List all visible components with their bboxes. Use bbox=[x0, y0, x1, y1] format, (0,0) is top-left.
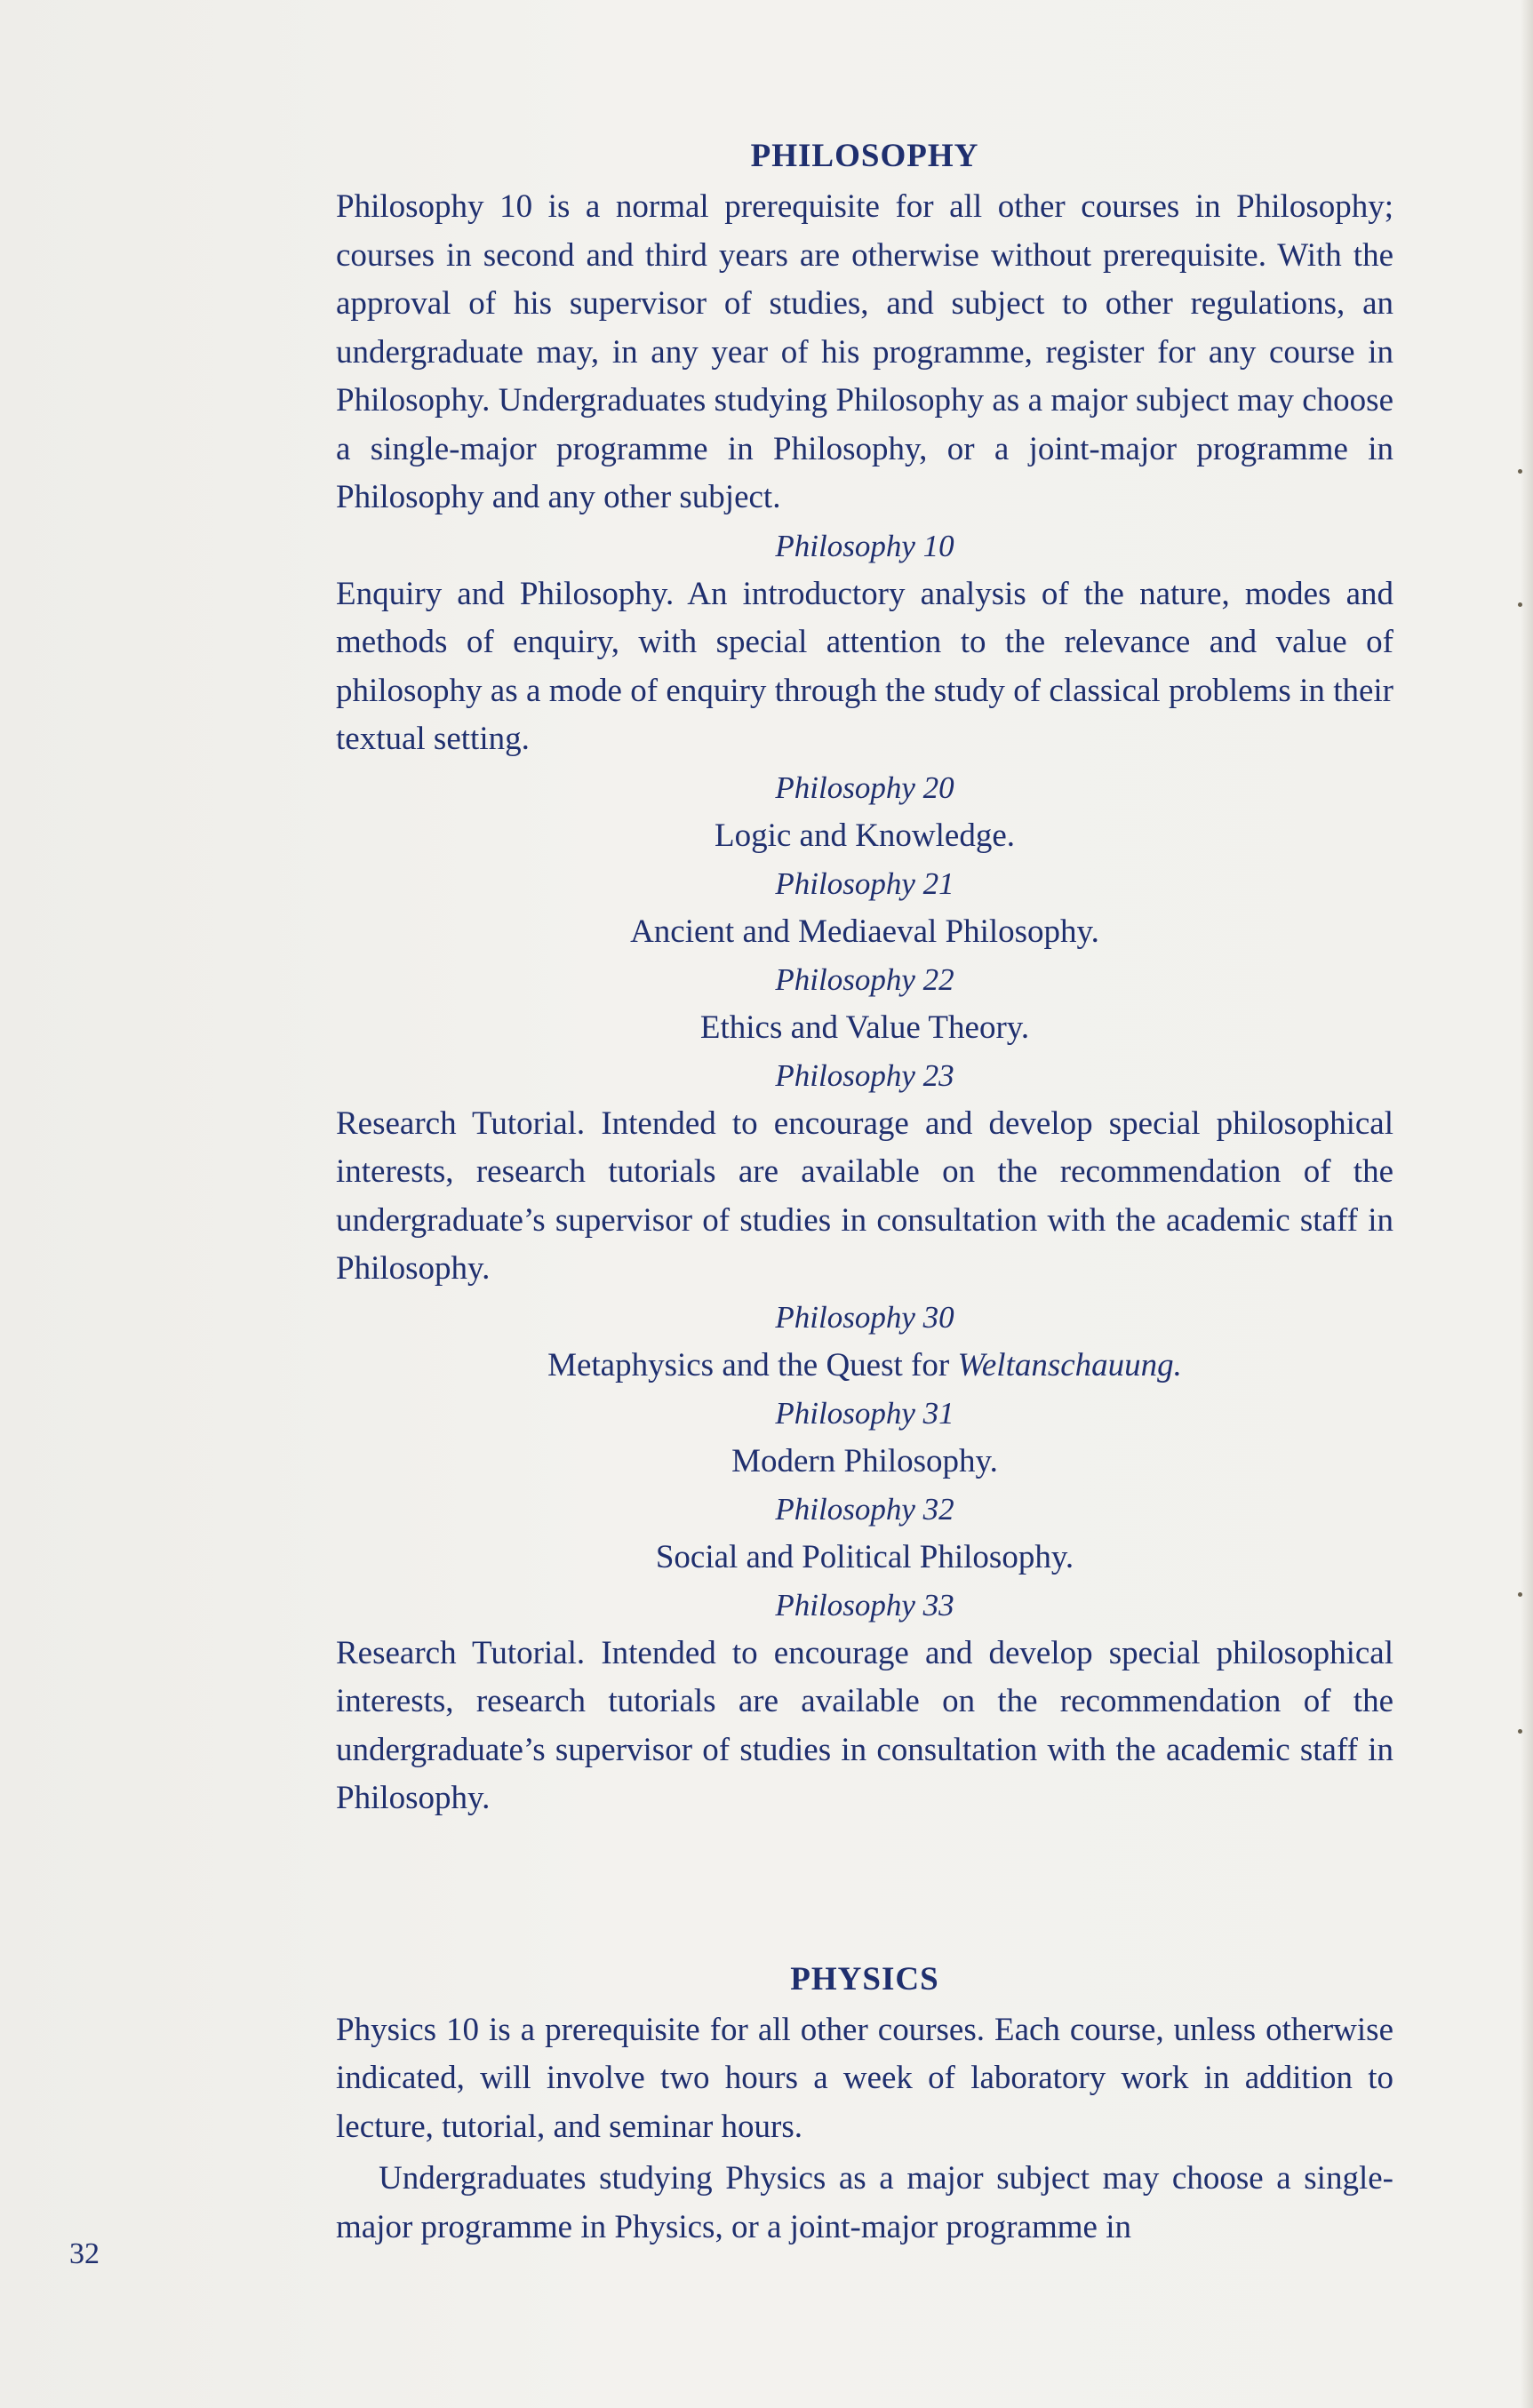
course-description: Research Tutorial. Intended to encourage and develop special philosophical interests, research tutorials are available on the recommendation of the undergraduate’s supervisor of studies in consultation with the academic staff in Philosophy. bbox=[336, 1634, 1393, 1816]
course-code: Philosophy 20 bbox=[775, 769, 954, 805]
course-title: Ancient and Mediaeval Philosophy. bbox=[630, 913, 1099, 950]
physics-intro: Physics 10 is a prerequisite for all other courses. Each course, unless otherwise indicated, will involve two hours a week of laboratory work in addition to lecture, tutorial, and seminar hours. bbox=[336, 2011, 1393, 2145]
physics-paragraph: Undergraduates studying Physics as a major subject may choose a single-major programme in Physics, or a joint-major programme in bbox=[336, 2160, 1393, 2245]
course-title-text: Metaphysics and the Quest for bbox=[547, 1346, 958, 1383]
course-code: Philosophy 32 bbox=[775, 1491, 954, 1527]
philosophy-intro: Philosophy 10 is a normal prerequisite for all other courses in Philosophy; courses in second and third years are otherwise without prerequisite. With the approval of his supervisor of studies, and subject to other regulations, an undergraduate may, in any year of his programme, register for any course in Philosophy. Undergraduates studying Philosophy as a major subject may choose a single-major programme in Philosophy, or a joint-major programme in Philosophy and any other subject. bbox=[336, 188, 1393, 515]
course-code: Philosophy 31 bbox=[775, 1395, 954, 1431]
course-title-italic: Weltanschauung. bbox=[957, 1346, 1182, 1383]
course-code: Philosophy 23 bbox=[775, 1057, 954, 1093]
course-title: Ethics and Value Theory. bbox=[699, 1009, 1030, 1046]
margin-dot bbox=[1518, 469, 1522, 474]
margin-dot bbox=[1518, 1592, 1522, 1597]
margin-dot bbox=[1518, 1729, 1522, 1734]
philosophy-heading: PHILOSOPHY bbox=[750, 138, 979, 174]
course-title bbox=[336, 1342, 1393, 1390]
physics-heading: PHYSICS bbox=[790, 1960, 939, 1997]
course-code: Philosophy 30 bbox=[775, 1299, 954, 1335]
course-description: Research Tutorial. Intended to encourage and develop special philosophical interests, research tutorials are available on the recommendation of the undergraduate’s supervisor of studies in consultation with the academic staff in Philosophy. bbox=[336, 1104, 1393, 1287]
page-number: 32 bbox=[69, 2237, 100, 2270]
course-title: Modern Philosophy. bbox=[731, 1442, 998, 1479]
margin-dot bbox=[1518, 602, 1522, 607]
course-code: Philosophy 33 bbox=[775, 1587, 954, 1623]
course-code: Philosophy 10 bbox=[775, 528, 954, 563]
course-description: Enquiry and Philosophy. An introductory analysis of the nature, modes and methods of enquiry, with special attention to the relevance and value of philosophy as a mode of enquiry through the study of classical problems in their textual setting. bbox=[336, 575, 1393, 757]
page-edge-shadow bbox=[1521, 0, 1533, 2408]
section-spacer bbox=[336, 1823, 1393, 1958]
course-title: Social and Political Philosophy. bbox=[655, 1538, 1074, 1575]
course-code: Philosophy 22 bbox=[775, 961, 954, 997]
text-column bbox=[336, 135, 1393, 2252]
course-code: Philosophy 21 bbox=[775, 865, 954, 901]
course-title: Logic and Knowledge. bbox=[714, 817, 1016, 854]
